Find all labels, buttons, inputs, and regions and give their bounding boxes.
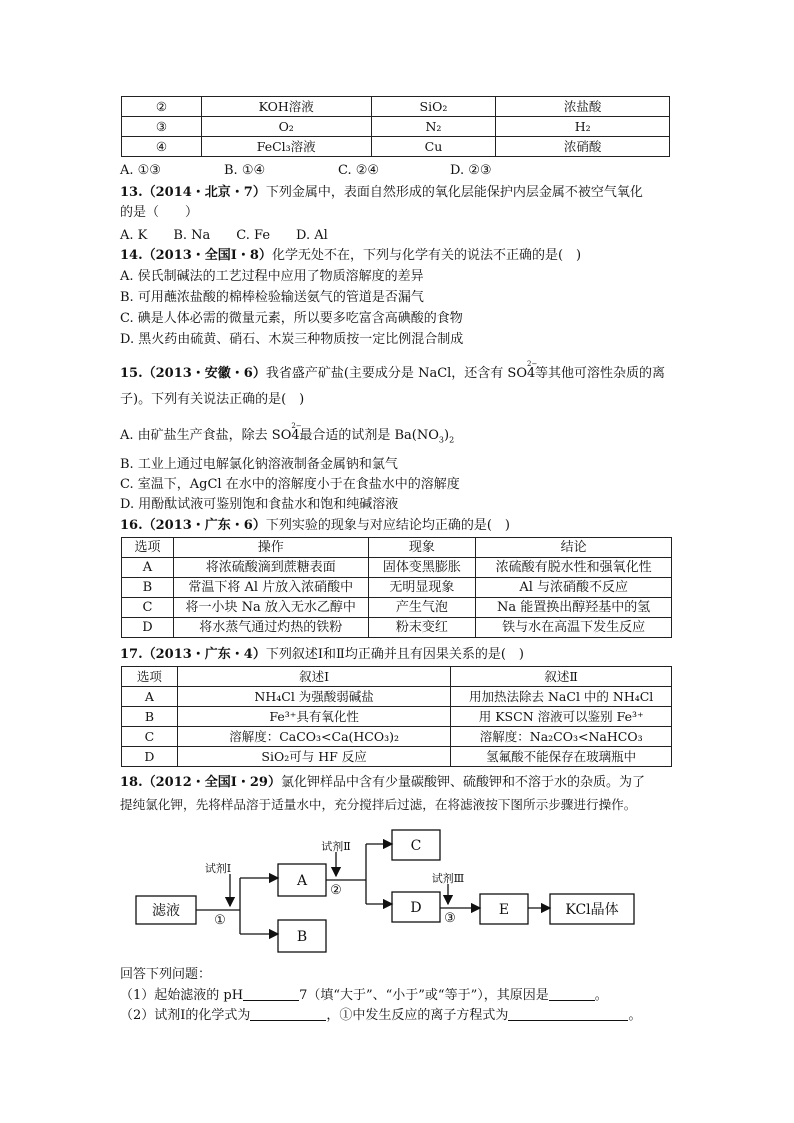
box-c-label: C [410,838,422,854]
column-header: 叙述Ⅰ [177,667,450,687]
answer-blank-equation[interactable] [508,1007,628,1021]
question-text: 下列金属中，表面自然形成的氧化层能保护内层金属不被空气氧化 [265,185,643,200]
sulfate-superscript: 2− 4 [527,360,538,381]
table-cell: Al 与浓硝酸不反应 [476,578,672,598]
table-cell: SiO₂ [371,97,496,117]
sulfate-superscript: 2− 4 [291,422,302,443]
table-cell: Cu [371,137,496,157]
table-cell: ② [122,97,202,117]
answer-intro: 回答下列问题： [120,967,212,982]
question-14 [120,246,581,266]
question-16 [120,516,510,536]
q12-table [121,96,670,157]
option-a: A. 侯氏制碱法的工艺过程中应用了物质溶解度的差异 [120,269,424,284]
table-row [122,727,672,747]
question-18-line2: 提纯氯化钾，先将样品溶于适量水中，充分搅拌后过滤，在将滤液按下图所示步骤进行操作。 [120,797,637,812]
table-row [122,747,672,767]
table-cell: 将水蒸气通过灼热的铁粉 [173,618,368,638]
table-cell: 固体变黑膨胀 [368,558,476,578]
step-1-label: ① [214,913,226,928]
column-header: 现象 [368,538,476,558]
question-source: （2013・安徽・6） [142,366,266,381]
reagent-2-label: 试剂Ⅱ [321,840,351,853]
option: C. ②④ [338,163,380,178]
table-row [122,618,672,638]
table-header-row [122,538,672,558]
question-number: 17. [120,647,143,662]
table-row [122,137,670,157]
table-row [122,558,672,578]
table-cell: C [122,598,174,618]
process-flow-diagram [130,822,690,962]
table-cell: 浓盐酸 [496,97,670,117]
q17-table [121,666,672,767]
table-cell: 氢氟酸不能保存在玻璃瓶中 [451,747,672,767]
question-13-line2: 的是（ ） [120,205,199,220]
question-text: 我省盛产矿盐(主要成分是 NaCl，还含有 SO [265,366,527,381]
table-cell: D [122,747,178,767]
table-cell: ④ [122,137,202,157]
table-cell: 浓硝酸 [496,137,670,157]
option-c: C. 碘是人体必需的微量元素，所以要多吃富含高碘酸的食物 [120,311,463,326]
option: A. ①③ [120,163,161,178]
table-cell: SiO₂可与 HF 反应 [177,747,450,767]
question-number: 15. [120,366,143,381]
question-number: 18. [120,775,143,790]
product-label: KCl晶体 [565,902,619,918]
table-cell: C [122,727,178,747]
step-2-label: ② [330,883,342,898]
box-a-label: A [296,873,308,889]
column-header: 操作 [173,538,368,558]
table-cell: 溶解度：CaCO₃<Ca(HCO₃)₂ [177,727,450,747]
question-15 [120,360,666,384]
table-cell: 浓硫酸有脱水性和强氧化性 [476,558,672,578]
table-cell: A [122,687,178,707]
box-b-label: B [296,929,308,945]
reagent-1-label: 试剂Ⅰ [204,862,232,875]
table-header-row [122,667,672,687]
table-cell: 用加热法除去 NaCl 中的 NH₄Cl [451,687,672,707]
question-text: 下列实验的现象与对应结论均正确的是( ) [265,518,511,533]
option-c: C. 室温下，AgCl 在水中的溶解度小于在食盐水中的溶解度 [120,477,460,492]
sub-question-1: （1）起始滤液的 pH 7（填“大于”、“小于”或“等于”），其原因是 。 [120,988,608,1003]
table-cell: 溶解度：Na₂CO₃<NaHCO₃ [451,727,672,747]
question-number: 14. [120,248,143,263]
answer-blank-reagent[interactable] [250,1007,326,1021]
question-13-options: A. K B. Na C. Fe D. Al [120,228,328,243]
table-cell: ③ [122,117,202,137]
table-cell: H₂ [496,117,670,137]
option: B. ①④ [224,163,266,178]
question-source: （2013・广东・4） [142,647,266,662]
table-cell: N₂ [371,117,496,137]
answer-blank-reason[interactable] [549,987,595,1001]
table-row [122,598,672,618]
reagent-3-label: 试剂Ⅲ [431,872,465,885]
table-cell: KOH溶液 [201,97,371,117]
table-cell: 铁与水在高温下发生反应 [476,618,672,638]
question-17 [120,645,524,665]
option-b: B. 可用蘸浓盐酸的棉棒检验输送氨气的管道是否漏气 [120,290,424,305]
table-row [122,687,672,707]
q12-options [120,163,492,178]
column-header: 选项 [122,538,174,558]
table-cell: O₂ [201,117,371,137]
column-header: 选项 [122,667,178,687]
option-d: D. 黑火药由硫黄、硝石、木炭三种物质按一定比例混合制成 [120,332,464,347]
box-e-label: E [498,902,510,918]
answer-blank-ph[interactable] [243,987,299,1001]
question-15-line2: 子)。下列有关说法正确的是( ) [120,392,305,407]
question-text: 氯化钾样品中含有少量碳酸钾、硫酸钾和不溶于水的杂质。为了 [280,775,645,790]
question-text: 化学无处不在，下列与化学有关的说法不正确的是( ) [271,248,582,263]
table-row [122,707,672,727]
table-cell: 将一小块 Na 放入无水乙醇中 [173,598,368,618]
table-cell: FeCl₃溶液 [201,137,371,157]
table-cell: NH₄Cl 为强酸弱碱盐 [177,687,450,707]
table-cell: B [122,707,178,727]
table-cell: 粉末变红 [368,618,476,638]
table-row [122,117,670,137]
question-source: （2012・全国Ⅰ・29） [142,775,281,790]
question-13 [120,183,643,203]
column-header: 结论 [476,538,672,558]
question-source: （2013・全国Ⅰ・8） [142,248,272,263]
table-cell: 用 KSCN 溶液可以鉴别 Fe³⁺ [451,707,672,727]
table-row [122,97,670,117]
table-cell: B [122,578,174,598]
table-cell: 将浓硫酸滴到蔗糖表面 [173,558,368,578]
filtrate-label: 滤液 [152,903,180,919]
table-cell: 常温下将 Al 片放入浓硝酸中 [173,578,368,598]
option-a: A. 由矿盐生产食盐，除去 SO 2− 4最合适的试剂是 $Ba(NO_3)_2$ [120,422,455,445]
table-cell: 无明显现象 [368,578,476,598]
question-18 [120,773,645,793]
question-text-cont: 等其他可溶性杂质的离 [535,366,666,381]
column-header: 叙述Ⅱ [451,667,672,687]
table-cell: A [122,558,174,578]
table-cell: Na 能置换出醇羟基中的氢 [476,598,672,618]
step-3-label: ③ [444,911,456,926]
table-cell: D [122,618,174,638]
box-d-label: D [410,900,422,916]
question-source: （2014・北京・7） [142,185,266,200]
table-row [122,578,672,598]
table-cell: Fe³⁺具有氧化性 [177,707,450,727]
table-cell: 产生气泡 [368,598,476,618]
sub-question-2: （2）试剂Ⅰ的化学式为 ，①中发生反应的离子方程式为 。 [120,1008,642,1023]
question-source: （2013・广东・6） [142,518,266,533]
question-number: 13. [120,185,143,200]
option-b: B. 工业上通过电解氯化钠溶液制备金属钠和氯气 [120,457,398,472]
option: D. ②③ [450,163,492,178]
question-number: 16. [120,518,143,533]
question-text: 下列叙述Ⅰ和Ⅱ均正确并且有因果关系的是( ) [265,647,524,662]
option-d: D. 用酚酞试液可鉴别饱和食盐水和饱和纯碱溶液 [120,497,399,512]
q16-table [121,537,672,638]
